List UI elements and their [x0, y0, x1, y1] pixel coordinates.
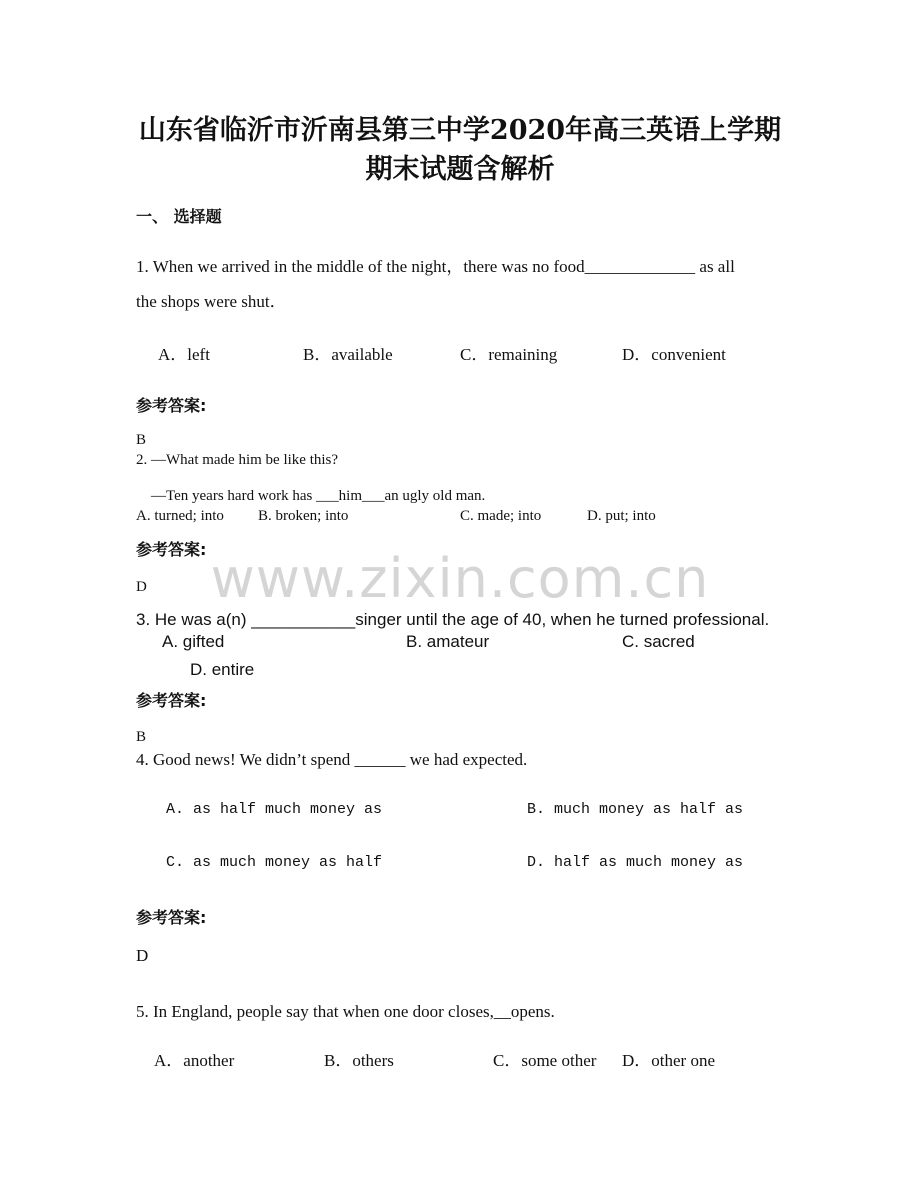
question-1-line-2: the shops were shut． [136, 292, 287, 311]
q3-answer: B [136, 729, 147, 745]
q5-option-b: B．others [324, 1051, 394, 1070]
q2-option-b: B. broken; into [258, 508, 349, 524]
q1-option-b: B．available [303, 345, 393, 364]
q1-answer: B [136, 432, 147, 448]
q4-answer-label: 参考答案: [136, 908, 207, 927]
q4-answer: D [136, 946, 149, 965]
q5-option-d: D．other one [622, 1051, 716, 1070]
page-title-line-2: 期末试题含解析 [365, 154, 555, 185]
question-2-line-1: 2. —What made him be like this? [136, 452, 339, 468]
q5-option-a: A．another [154, 1051, 235, 1070]
q2-answer: D [136, 579, 147, 595]
q1-option-c: C．remaining [460, 345, 558, 364]
q3-option-d: D. entire [190, 660, 255, 679]
q5-option-c: C．some other [493, 1051, 597, 1070]
section-heading: 一、 选择题 [136, 207, 222, 226]
q2-option-d: D. put; into [587, 508, 656, 524]
q4-option-a: A. as half much money as [166, 801, 383, 818]
watermark: www.zixin.com.cn [210, 547, 710, 610]
q1-answer-label: 参考答案: [136, 396, 207, 415]
q3-option-a: A. gifted [162, 632, 225, 651]
q3-option-c: C. sacred [622, 632, 695, 651]
question-1-line-1: 1. When we arrived in the middle of the night，there was no food_____________ as all [136, 257, 735, 276]
q1-option-d: D．convenient [622, 345, 726, 364]
q3-option-b: B. amateur [406, 632, 490, 651]
q4-option-d: D. half as much money as [527, 854, 744, 871]
q2-option-a: A. turned; into [136, 508, 224, 524]
q1-option-a: A．left [158, 345, 210, 364]
q2-option-c: C. made; into [460, 508, 542, 524]
q4-option-c: C. as much money as half [166, 854, 383, 871]
question-2-line-2: —Ten years hard work has ___him___an ugly old man. [151, 488, 486, 504]
q2-answer-label: 参考答案: [136, 540, 207, 559]
page-title-line-1: 山东省临沂市沂南县第三中学2020年高三英语上学期 [138, 115, 782, 146]
question-3-line-1: 3. He was a(n) ___________singer until the age of 40, when he turned professional. [136, 610, 770, 629]
q3-answer-label: 参考答案: [136, 691, 207, 710]
question-4-line-1: 4. Good news! We didn’t spend ______ we had expected. [136, 750, 528, 769]
question-5-line-1: 5. In England, people say that when one door closes,__opens. [136, 1002, 555, 1021]
q4-option-b: B. much money as half as [527, 801, 744, 818]
